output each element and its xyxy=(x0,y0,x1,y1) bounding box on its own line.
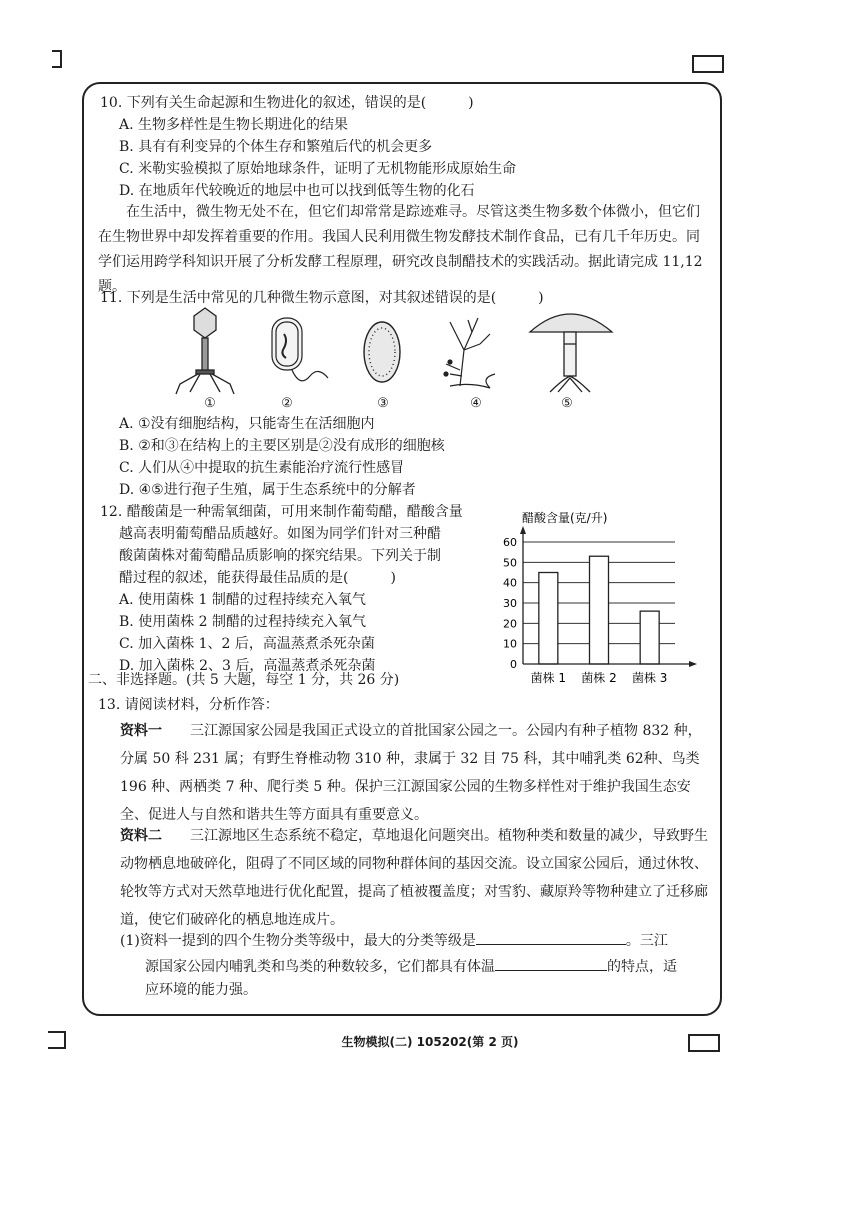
chart-bar-1 xyxy=(539,573,558,665)
q10-option-d: D. 在地质年代较晚近的地层中也可以找到低等生物的化石 xyxy=(119,183,475,199)
chart-ytick-label: 50 xyxy=(503,556,517,570)
sub1-text-b: 。三江 xyxy=(625,933,668,949)
corner-mark-top-right xyxy=(692,55,724,73)
chart-category-label: 菌株 1 xyxy=(530,671,567,685)
chart-ytick-label: 10 xyxy=(503,637,517,651)
q11-option-b: B. ②和③在结构上的主要区别是②没有成形的细胞核 xyxy=(119,438,445,454)
corner-mark-top-left xyxy=(52,50,62,68)
answer-blank-1[interactable] xyxy=(476,930,626,945)
material-2-title: 资料二 xyxy=(120,828,162,844)
x-axis-arrow-icon xyxy=(689,661,697,667)
q10-option-a: A. 生物多样性是生物长期进化的结果 xyxy=(119,117,349,133)
figure-label-4: ④ xyxy=(470,396,482,411)
figure-label-5: ⑤ xyxy=(561,396,573,411)
q13-sub1-line-2 xyxy=(145,956,677,977)
q13-material-2 xyxy=(120,822,712,934)
answer-blank-2[interactable] xyxy=(495,956,607,971)
bacteriophage-icon xyxy=(176,308,234,394)
mold-icon xyxy=(444,318,495,388)
material-1-title: 资料一 xyxy=(120,723,162,739)
q10-option-c: C. 米勒实验模拟了原始地球条件，证明了无机物能形成原始生命 xyxy=(119,161,517,177)
q12-stem-line-1: 12. 醋酸菌是一种需氧细菌，可用来制作葡萄醋，醋酸含量 xyxy=(100,504,463,520)
material-2-text: 三江源地区生态系统不稳定，草地退化问题突出。植物种类和数量的减少，导致野生动物栖息地破碎化，阻碍了不同区域的同物种群体间的基因交流。设立国家公园后，通过休牧、轮牧等方式对天然草地进行优化配置，提高了植被覆盖度；对雪豹、藏原羚等物种建立了迁移廊道，使它们破碎化的栖息地连成片。 xyxy=(120,828,708,928)
chart-ytick-label: 20 xyxy=(503,617,517,631)
section-2-heading: 二、非选择题。(共 5 大题，每空 1 分，共 26 分) xyxy=(88,672,400,688)
sub1-text-a: (1)资料一提到的四个生物分类等级中，最大的分类等级是 xyxy=(120,933,476,949)
sub1-text-d: 的特点，适 xyxy=(607,959,677,975)
yeast-cell-icon xyxy=(364,322,400,382)
q11-option-d: D. ④⑤进行孢子生殖，属于生态系统中的分解者 xyxy=(119,482,416,498)
figure-label-3: ③ xyxy=(377,396,389,411)
y-axis-arrow-icon xyxy=(520,526,526,534)
microorganism-figure xyxy=(150,304,620,396)
q13-stem: 13. 请阅读材料，分析作答： xyxy=(98,697,279,713)
chart-ylabel: 醋酸含量(克/升) xyxy=(522,511,608,525)
q12-option-d: D. 加入菌株 2、3 后，高温蒸煮杀死杂菌 xyxy=(119,658,376,674)
q12-option-a: A. 使用菌株 1 制醋的过程持续充入氧气 xyxy=(119,592,366,608)
q11-option-c: C. 人们从④中提取的抗生素能治疗流行性感冒 xyxy=(119,460,405,476)
q12-stem-line-4: 醋过程的叙述，能获得最佳品质的是( ) xyxy=(119,570,396,586)
q13-material-1 xyxy=(120,717,712,829)
q11-stem: 11. 下列是生活中常见的几种微生物示意图，对其叙述错误的是( ) xyxy=(100,290,544,306)
chart-ytick-label: 60 xyxy=(503,536,517,549)
q12-option-c: C. 加入菌株 1、2 后，高温蒸煮杀死杂菌 xyxy=(119,636,375,652)
q13-sub1-line-3: 应环境的能力强。 xyxy=(145,982,257,998)
chart-bar-3 xyxy=(640,611,659,664)
chart-category-label: 菌株 2 xyxy=(581,671,617,685)
chart-ytick-label: 40 xyxy=(503,576,517,590)
q10-stem: 10. 下列有关生命起源和生物进化的叙述，错误的是( ) xyxy=(100,95,474,111)
chart-ytick-label: 0 xyxy=(510,658,517,671)
figure-label-2: ② xyxy=(281,396,293,411)
acetic-acid-bar-chart xyxy=(495,504,705,686)
chart-category-label: 菌株 3 xyxy=(631,671,668,685)
sub1-text-c: 源国家公园内哺乳类和鸟类的种数较多，它们都具有体温 xyxy=(145,959,495,975)
page-footer: 生物模拟(二) 105202(第 2 页) xyxy=(341,1035,519,1049)
q10-option-b: B. 具有有利变异的个体生存和繁殖后代的机会更多 xyxy=(119,139,433,155)
q13-sub1-line-1 xyxy=(120,930,668,951)
material-1-text: 三江源国家公园是我国正式设立的首批国家公园之一。公园内有种子植物 832 种，分属 50 科 231 属；有野生脊椎动物 310 种，隶属于 32 目 75 科，其中哺乳类 62种、鸟类 196 种、两栖类 7 种、爬行类 5 种。保护三江源国家公园的生物多样性对于维护我国生态安全、促进人与自然和谐共生等方面具有重要意义。 xyxy=(120,723,702,823)
chart-bar-2 xyxy=(590,556,609,664)
bacterium-icon xyxy=(272,318,328,381)
figure-label-1: ① xyxy=(204,396,216,411)
intro-paragraph: 在生活中，微生物无处不在，但它们却常常是踪迹难寻。尽管这类生物多数个体微小，但它们在生物世界中却发挥着重要的作用。我国人民利用微生物发酵技术制作食品，已有几千年历史。同学们运用跨学科知识开展了分析发酵工程原理，研究改良制醋技术的实践活动。据此请完成 11,12 题。 xyxy=(98,204,703,295)
q12-stem-line-3: 酸菌菌株对葡萄醋品质影响的探究结果。下列关于制 xyxy=(119,548,441,564)
q11-option-a: A. ①没有细胞结构，只能寄生在活细胞内 xyxy=(119,416,375,432)
q12-stem-line-2: 越高表明葡萄醋品质越好。如图为同学们针对三种醋 xyxy=(119,526,441,542)
chart-ytick-label: 30 xyxy=(503,597,517,610)
mushroom-icon xyxy=(530,314,612,392)
q12-option-b: B. 使用菌株 2 制醋的过程持续充入氧气 xyxy=(119,614,366,630)
